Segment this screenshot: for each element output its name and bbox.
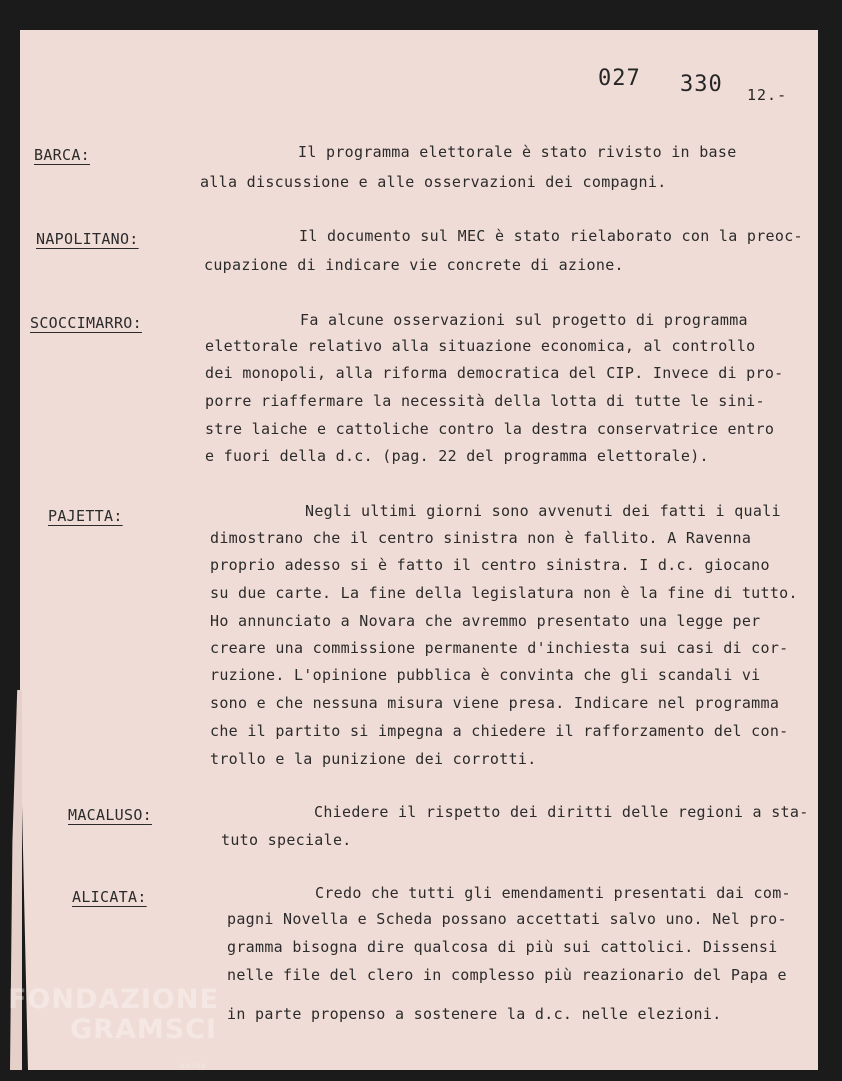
speaker-pajetta: PAJETTA: <box>48 507 123 525</box>
text-line: Il programma elettorale è stato rivisto in base <box>298 143 737 161</box>
text-line: dei monopoli, alla riforma democratica del CIP. Invece di pro- <box>205 364 784 382</box>
text-line: in parte propenso a sostenere la d.c. nelle elezioni. <box>227 1005 722 1023</box>
speaker-alicata: ALICATA: <box>72 888 147 906</box>
text-line: pagni Novella e Scheda possano accettati salvo uno. Nel pro- <box>227 910 787 928</box>
text-line: su due carte. La fine della legislatura non è la fine di tutto. <box>210 584 798 602</box>
text-line: creare una commissione permanente d'inchiesta sui casi di cor- <box>210 639 789 657</box>
text-line: alla discussione e alle osservazioni dei compagni. <box>200 173 667 191</box>
speaker-scoccimarro: SCOCCIMARRO: <box>30 314 142 332</box>
watermark-line1: FONDAZIONE <box>8 984 219 1015</box>
text-line: trollo e la punizione dei corrotti. <box>210 750 537 768</box>
speaker-napolitano: NAPOLITANO: <box>36 230 139 248</box>
text-line: proprio adesso si è fatto il centro sinistra. I d.c. giocano <box>210 556 770 574</box>
text-line: Il documento sul MEC è stato rielaborato con la preoc- <box>299 227 803 245</box>
text-line: ruzione. L'opinione pubblica è convinta che gli scandali vi <box>210 666 761 684</box>
speaker-macaluso: MACALUSO: <box>68 806 152 824</box>
text-line: Ho annunciato a Novara che avremmo presentato una legge per <box>210 612 761 630</box>
text-line: tuto speciale. <box>221 831 352 849</box>
text-line: Credo che tutti gli emendamenti presentati dai com- <box>315 884 791 902</box>
text-line: stre laiche e cattoliche contro la destra conservatrice entro <box>205 420 775 438</box>
speaker-barca: BARCA: <box>34 146 90 164</box>
watermark-line2: GRAMSCI <box>70 1014 218 1045</box>
text-line: cupazione di indicare vie concrete di azione. <box>204 256 624 274</box>
text-line: Fa alcune osservazioni sul progetto di programma <box>300 311 748 329</box>
text-line: dimostrano che il centro sinistra non è fallito. A Ravenna <box>210 529 752 547</box>
text-line: elettorale relativo alla situazione economica, al controllo <box>205 337 756 355</box>
watermark-sub: onlus <box>180 1061 207 1070</box>
text-line: Chiedere il rispetto dei diritti delle regioni a sta- <box>314 803 809 821</box>
text-line: sono e che nessuna misura viene presa. Indicare nel programma <box>210 694 780 712</box>
archive-number-a: 027 <box>598 66 641 91</box>
text-line: Negli ultimi giorni sono avvenuti dei fatti i quali <box>305 502 781 520</box>
text-line: gramma bisogna dire qualcosa di più sui cattolici. Dissensi <box>227 938 778 956</box>
text-line: e fuori della d.c. (pag. 22 del programma elettorale). <box>205 447 709 465</box>
text-line: porre riaffermare la necessità della lotta di tutte le sini- <box>205 392 765 410</box>
text-line: nelle file del clero in complesso più reazionario del Papa e <box>227 966 787 984</box>
watermark-logo <box>8 984 219 1070</box>
text-line: che il partito si impegna a chiedere il rafforzamento del con- <box>210 722 789 740</box>
archive-number-b: 330 <box>680 72 723 97</box>
page-number: 12.- <box>747 86 788 104</box>
